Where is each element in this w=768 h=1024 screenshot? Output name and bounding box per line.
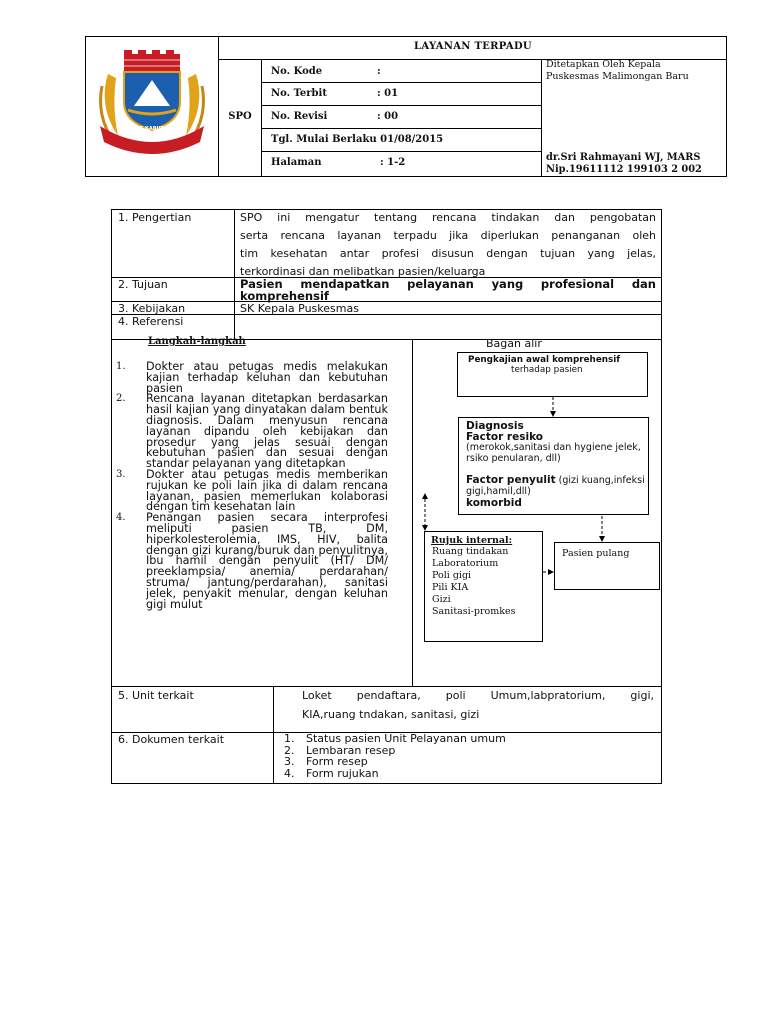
- ditetapkan-line2: Puskesmas Malimongan Baru: [546, 71, 689, 82]
- dokumen-item-4: 4. Form rujukan: [284, 766, 379, 780]
- tujuan-line-2: komprehensif: [240, 289, 329, 303]
- flow-rujuk-item: Laboratorium: [432, 558, 499, 569]
- spo-label: SPO: [228, 111, 252, 122]
- unit-label: 5. Unit terkait: [118, 689, 194, 702]
- bagan-heading: Bagan alir: [486, 337, 542, 350]
- unit-line-2: KIA,ruang tndakan, sanitasi, gizi: [302, 708, 480, 721]
- flow-pasien-pulang-label: Pasien pulang: [562, 548, 630, 559]
- flow-rujuk-item: Poli gigi: [432, 570, 472, 581]
- header-title: LAYANAN TERPADU: [414, 41, 532, 52]
- dokumen-item-2: 2. Lembaran resep: [284, 743, 396, 757]
- pengertian-line-4: terkordinasi dan melibatkan pasien/keluarga: [240, 265, 486, 278]
- flow-rujuk-item: Sanitasi-promkes: [432, 606, 516, 617]
- official-nip: Nip.19611112 199103 2 002: [546, 164, 702, 175]
- logo-caption: DINAS KABUPATEN: [125, 126, 179, 132]
- unit-line-1: Loket pendaftara, poli Umum,labpratorium, gigi,: [302, 689, 654, 702]
- flow-rujuk-title: Rujuk internal:: [431, 535, 513, 546]
- field-no-terbit-label: No. Terbit: [271, 88, 327, 99]
- kebijakan-value: SK Kepala Puskesmas: [240, 302, 359, 315]
- flow-box-pengkajian-sub: terhadap pasien: [511, 365, 583, 375]
- flow-factor-resiko-detail: (merokok,sanitasi dan hygiene jelek, rsiko penularan, dll): [466, 442, 641, 464]
- flow-diagnosis-title: Diagnosis: [466, 420, 524, 432]
- flow-komorbid: komorbid: [466, 497, 522, 509]
- langkah-step-3: 3. Dokter atau petugas medis memberikan rujukan ke poli lain jika di dalam rencana layanan, pasien memerlukan kolaborasi dengan tim kesehatan lain: [116, 467, 388, 514]
- langkah-step-4: 4. Penangan pasien secara interprofesi meliputi pasien TB, DM, hiperkolesterolemia, IMS, HIV, balita dengan gizi kurang/buruk dan penyulitnya, Ibu hamil dengan penyulit (HT/ DM/ preeklampsia/ anemia/ perdarahan/ struma/ jantung/perdarahan), sanitasi jelek, penyakit menular, dengan keluhan gigi mulut: [116, 511, 388, 611]
- flow-rujuk-item: Ruang tindakan: [432, 546, 509, 557]
- flow-factor-penyulit-detail: (gizi kuang,infeksi gigi,hamil,dll): [466, 475, 645, 497]
- flow-factor-penyulit: Factor penyulit: [466, 474, 556, 486]
- langkah-steps-list: [116, 362, 388, 610]
- pengertian-line-2: serta rencana layanan terpadu jika diperlukan penanganan oleh: [240, 229, 656, 242]
- dokumen-list: [284, 733, 644, 779]
- dokumen-item-3: 3. Form resep: [284, 755, 368, 768]
- field-no-kode-label: No. Kode: [271, 66, 323, 77]
- field-no-kode-value: :: [377, 66, 381, 77]
- flow-factor-resiko: Factor resiko: [466, 431, 543, 443]
- langkah-heading: Langkah-langkah: [148, 336, 246, 347]
- langkah-step-1: 1. Dokter atau petugas medis melakukan kajian terhadap keluhan dan kebutuhan pasien: [116, 360, 388, 395]
- flow-arrows: [412, 340, 662, 686]
- dokumen-item-1: 1. Status pasien Unit Pelayanan umum: [284, 732, 506, 745]
- pengertian-label: 1. Pengertian: [118, 211, 192, 224]
- pengertian-line-3: tim kesehatan antar profesi disusun dengan tujuan yang jelas,: [240, 247, 656, 260]
- referensi-label: 4. Referensi: [118, 315, 184, 328]
- field-no-revisi-value: : 00: [377, 111, 399, 122]
- flow-rujuk-item: Gizi: [432, 594, 451, 605]
- field-no-terbit-value: : 01: [377, 88, 399, 99]
- dokumen-label: 6. Dokumen terkait: [118, 733, 225, 746]
- ditetapkan-line1: Ditetapkan Oleh Kepala: [546, 59, 661, 70]
- flow-box-pengkajian-title: Pengkajian awal komprehensif: [468, 355, 621, 365]
- kebijakan-label: 3. Kebijakan: [118, 302, 186, 315]
- field-halaman-label: Halaman: [271, 157, 322, 168]
- field-tgl-label: Tgl. Mulai Berlaku: [271, 134, 377, 145]
- tujuan-label: 2. Tujuan: [118, 278, 168, 291]
- pengertian-line-1: SPO ini mengatur tentang rencana tindakan dan pengobatan: [240, 211, 656, 224]
- flow-rujuk-item: Pili KIA: [432, 582, 469, 593]
- langkah-step-2: 2. Rencana layanan ditetapkan berdasarkan hasil kajian yang dinyatakan dalam bentuk diagnosis. Dalam menyusun rencana layanan dipandu oleh kebijakan dan prosedur yang jelas sesuai dengan kebutuhan pasien dan sesuai dengan standar pelayanan yang ditetapkan: [116, 392, 388, 471]
- field-tgl-value: : 01/08/2015: [373, 134, 444, 145]
- municipal-logo-emblem: [94, 46, 210, 156]
- tujuan-line-1: Pasien mendapatkan pelayanan yang profesional dan: [240, 277, 656, 291]
- field-no-revisi-label: No. Revisi: [271, 111, 328, 122]
- official-name: dr.Sri Rahmayani WJ, MARS: [546, 152, 701, 163]
- field-halaman-value: : 1-2: [380, 157, 406, 168]
